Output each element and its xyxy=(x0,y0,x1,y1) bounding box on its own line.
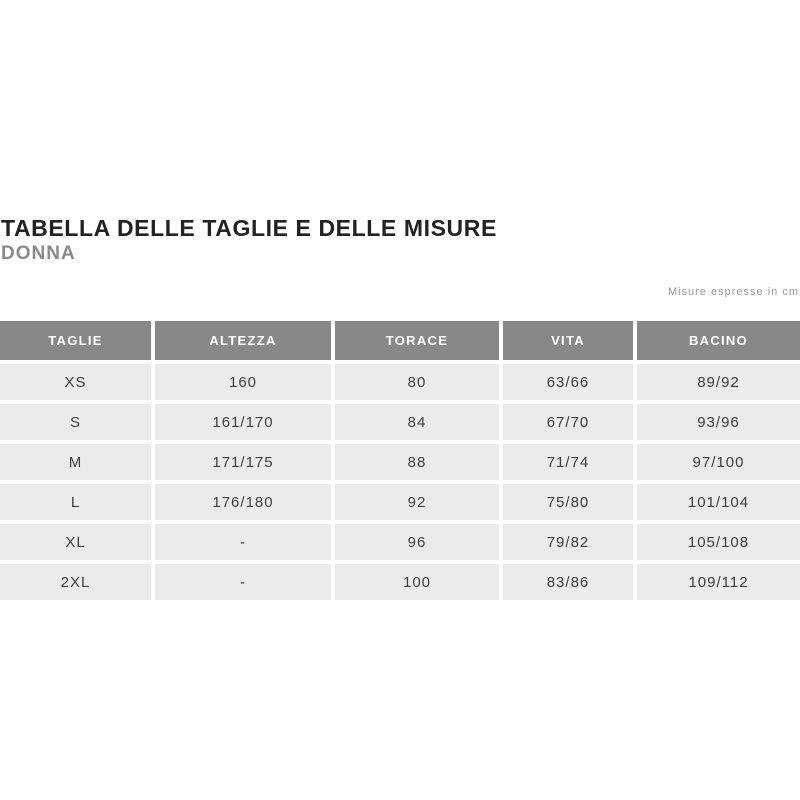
table-cell: 80 xyxy=(335,364,499,400)
header-taglie: TAGLIE xyxy=(0,321,151,360)
table-cell: 92 xyxy=(335,484,499,520)
size-table xyxy=(0,321,800,600)
table-cell: M xyxy=(0,444,151,480)
table-cell: 71/74 xyxy=(503,444,633,480)
page-subtitle: DONNA xyxy=(1,243,76,264)
table-cell: 2XL xyxy=(0,564,151,600)
table-cell: 75/80 xyxy=(503,484,633,520)
table-cell: 67/70 xyxy=(503,404,633,440)
table-cell: 161/170 xyxy=(155,404,331,440)
table-cell: 79/82 xyxy=(503,524,633,560)
table-cell: - xyxy=(155,564,331,600)
table-cell: XS xyxy=(0,364,151,400)
page-title: TABELLA DELLE TAGLIE E DELLE MISURE xyxy=(1,215,497,241)
header-altezza: ALTEZZA xyxy=(155,321,331,360)
table-cell: 101/104 xyxy=(637,484,800,520)
table-cell: XL xyxy=(0,524,151,560)
table-cell: 109/112 xyxy=(637,564,800,600)
table-cell: 89/92 xyxy=(637,364,800,400)
table-cell: 88 xyxy=(335,444,499,480)
table-cell: 160 xyxy=(155,364,331,400)
table-cell: 171/175 xyxy=(155,444,331,480)
unit-note: Misure espresse in cm xyxy=(667,286,799,298)
header-vita: VITA xyxy=(503,321,633,360)
table-cell: 93/96 xyxy=(637,404,800,440)
table-cell: 100 xyxy=(335,564,499,600)
header-bacino: BACINO xyxy=(637,321,800,360)
table-cell: 97/100 xyxy=(637,444,800,480)
table-cell: 83/86 xyxy=(503,564,633,600)
table-cell: 96 xyxy=(335,524,499,560)
header-torace: TORACE xyxy=(335,321,499,360)
table-cell: 84 xyxy=(335,404,499,440)
table-cell: - xyxy=(155,524,331,560)
table-cell: 105/108 xyxy=(637,524,800,560)
table-cell: 176/180 xyxy=(155,484,331,520)
table-cell: 63/66 xyxy=(503,364,633,400)
table-cell: S xyxy=(0,404,151,440)
table-cell: L xyxy=(0,484,151,520)
